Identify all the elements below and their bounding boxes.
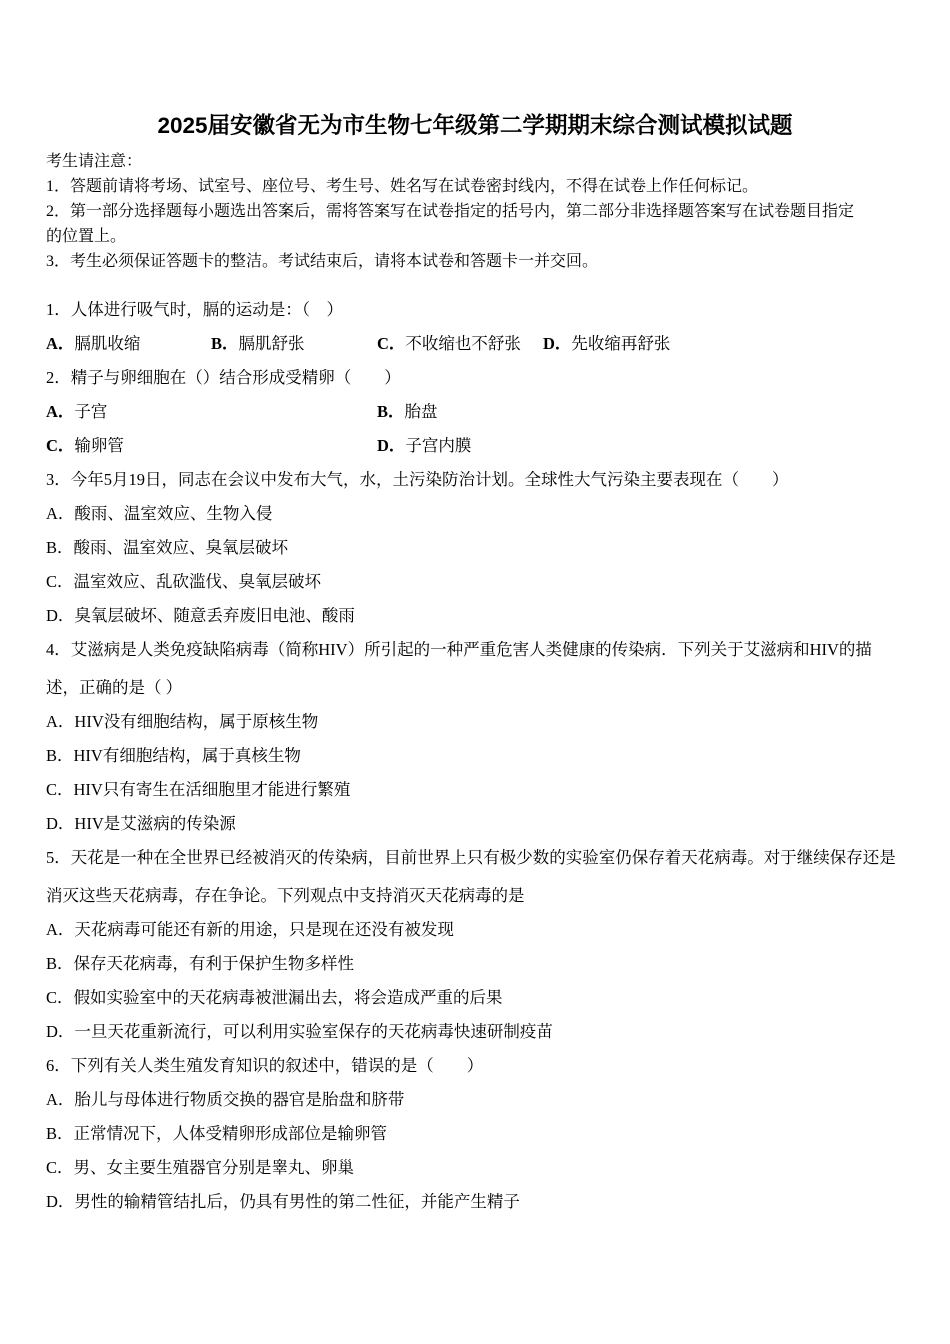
option-b (46, 1117, 910, 1151)
stem-line: 1．人体进行吸气时，膈的运动是：（ ） (46, 300, 343, 319)
option-a (46, 705, 910, 739)
notes-line: 2．第一部分选择题每小题选出答案后，需将答案写在试卷指定的括号内，第二部分非选择题答案写在试卷题目指定 (46, 203, 855, 220)
option-b (46, 739, 910, 773)
option-d (46, 1185, 910, 1219)
notes-line: 3．考生必须保证答题卡的整洁。考试结束后，请将本试卷和答题卡一并交回。 (46, 253, 599, 270)
option-d (46, 599, 910, 633)
option-c (46, 429, 377, 463)
question-5 (46, 841, 910, 1049)
option-b (46, 531, 910, 565)
option-text: 酸雨、温室效应、生物入侵 (74, 504, 273, 523)
option-label: A． (46, 1090, 75, 1109)
option-text: 膈肌舒张 (238, 334, 305, 353)
option-label: C． (377, 334, 406, 353)
notes-heading: 考生请注意： (46, 153, 143, 170)
candidate-notes (46, 149, 910, 274)
option-label: A． (46, 920, 75, 939)
option-text: HIV只有寄生在活细胞里才能进行繁殖 (73, 780, 351, 799)
option-a (46, 395, 377, 429)
stem-line: 4．艾滋病是人类免疫缺陷病毒（简称HIV）所引起的一种严重危害人类健康的传染病．下列关于艾滋病和HIV的描 (46, 640, 872, 659)
stem-line: 5．天花是一种在全世界已经被消灭的传染病，目前世界上只有极少数的实验室仍保存着天花病毒。对于继续保存还是 (46, 848, 896, 867)
stem-line: 6．下列有关人类生殖发育知识的叙述中，错误的是（ ） (46, 1056, 484, 1075)
option-d (377, 429, 708, 463)
option-text: 胎盘 (404, 402, 438, 421)
option-text: 温室效应、乱砍滥伐、臭氧层破坏 (73, 572, 322, 591)
question-3-stem (46, 463, 910, 497)
option-c (46, 1151, 910, 1185)
option-row (46, 327, 910, 361)
option-text: HIV有细胞结构，属于真核生物 (73, 746, 301, 765)
option-text: 膈肌收缩 (74, 334, 141, 353)
stem-line: 述，正确的是（ ） (46, 678, 183, 697)
option-label: C． (46, 988, 74, 1007)
notes-item-1 (46, 174, 910, 199)
option-d (46, 1015, 910, 1049)
stem-line: 3．今年5月19日，同志在会议中发布大气，水，土污染防治计划。全球性大气污染主要表现在（ ） (46, 470, 789, 489)
option-a (46, 327, 211, 361)
option-text: 子宫 (74, 402, 108, 421)
option-d (543, 327, 910, 361)
question-2 (46, 361, 910, 463)
question-1-stem (46, 293, 910, 327)
stem-line: 消灭这些天花病毒，存在争论。下列观点中支持消灭天花病毒的是 (46, 886, 525, 905)
option-label: B． (377, 402, 405, 421)
option-text: 天花病毒可能还有新的用途，只是现在还没有被发现 (74, 920, 454, 939)
question-1 (46, 293, 910, 361)
option-a (46, 497, 910, 531)
option-label: C． (46, 1158, 74, 1177)
option-label: C． (46, 572, 74, 591)
question-3 (46, 463, 910, 633)
option-text: 正常情况下，人体受精卵形成部位是输卵管 (73, 1124, 388, 1143)
option-text: 臭氧层破坏、随意丢弃废旧电池、酸雨 (74, 606, 355, 625)
notes-item-3 (46, 249, 910, 274)
option-label: B． (46, 746, 74, 765)
option-text: 子宫内膜 (405, 436, 472, 455)
question-4-stem (46, 633, 910, 705)
option-label: A． (46, 334, 75, 353)
option-text: 先收缩再舒张 (571, 334, 671, 353)
option-text: HIV没有细胞结构，属于原核生物 (74, 712, 319, 731)
option-c (46, 773, 910, 807)
notes-line: 1．答题前请将考场、试室号、座位号、考生号、姓名写在试卷密封线内，不得在试卷上作任何标记。 (46, 178, 759, 195)
option-label: B． (211, 334, 239, 353)
option-row (46, 395, 910, 429)
option-c (46, 981, 910, 1015)
option-b (46, 947, 910, 981)
option-label: D． (377, 436, 406, 455)
option-label: D． (46, 814, 75, 833)
option-row (46, 429, 910, 463)
option-text: HIV是艾滋病的传染源 (74, 814, 236, 833)
question-2-stem (46, 361, 910, 395)
option-label: A． (46, 402, 75, 421)
notes-item-2 (46, 199, 910, 249)
option-label: B． (46, 954, 74, 973)
option-a (46, 1083, 910, 1117)
option-text: 胎儿与母体进行物质交换的器官是胎盘和脐带 (74, 1090, 405, 1109)
option-label: A． (46, 712, 75, 731)
option-text: 假如实验室中的天花病毒被泄漏出去，将会造成严重的后果 (73, 988, 503, 1007)
option-text: 输卵管 (74, 436, 124, 455)
option-text: 保存天花病毒，有利于保护生物多样性 (73, 954, 355, 973)
question-5-stem (46, 841, 910, 913)
notes-line: 的位置上。 (46, 228, 127, 245)
option-text: 酸雨、温室效应、臭氧层破坏 (73, 538, 289, 557)
option-b (377, 395, 708, 429)
option-label: D． (46, 1022, 75, 1041)
option-text: 不收缩也不舒张 (405, 334, 521, 353)
option-a (46, 913, 910, 947)
option-text: 男性的输精管结扎后，仍具有男性的第二性征，并能产生精子 (74, 1192, 520, 1211)
question-list (46, 293, 910, 1219)
option-d (46, 807, 910, 841)
option-label: B． (46, 1124, 74, 1143)
option-c (46, 565, 910, 599)
option-text: 男、女主要生殖器官分别是睾丸、卵巢 (73, 1158, 355, 1177)
option-b (211, 327, 377, 361)
option-label: A． (46, 504, 75, 523)
stem-line: 2．精子与卵细胞在（）结合形成受精卵（ ） (46, 368, 401, 387)
option-label: D． (543, 334, 572, 353)
option-label: C． (46, 780, 74, 799)
option-label: D． (46, 1192, 75, 1211)
option-label: D． (46, 606, 75, 625)
question-6 (46, 1049, 910, 1219)
question-4 (46, 633, 910, 841)
option-c (377, 327, 543, 361)
option-label: C． (46, 436, 75, 455)
option-text: 一旦天花重新流行，可以利用实验室保存的天花病毒快速研制疫苗 (74, 1022, 553, 1041)
question-6-stem (46, 1049, 910, 1083)
option-label: B． (46, 538, 74, 557)
exam-title: 2025届安徽省无为市生物七年级第二学期期末综合测试模拟试题 (157, 113, 793, 138)
